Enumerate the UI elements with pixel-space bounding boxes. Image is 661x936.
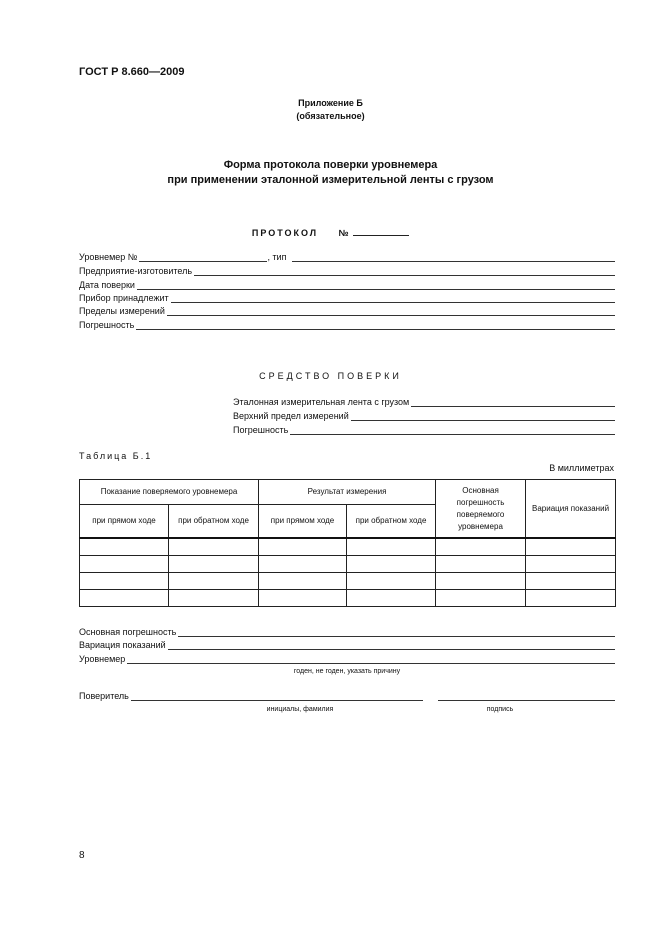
date-row	[79, 279, 615, 290]
table-row	[80, 538, 616, 556]
signature-row	[438, 690, 615, 701]
table-cell[interactable]	[347, 573, 436, 590]
basic-error-row	[79, 626, 615, 637]
reference-tape-label: Эталонная измерительная лента с грузом	[233, 397, 410, 407]
header-variation: Вариация показаний	[526, 480, 616, 539]
table-cell[interactable]	[169, 556, 259, 573]
table-cell[interactable]	[80, 573, 169, 590]
error-row	[79, 319, 615, 330]
owner-field[interactable]	[171, 294, 615, 303]
manufacturer-field[interactable]	[194, 267, 615, 276]
verification-table	[79, 479, 616, 607]
verdict-field[interactable]	[127, 655, 615, 664]
manufacturer-label: Предприятие-изготовитель	[79, 266, 193, 276]
level-gauge-label: Уровнемер №	[79, 252, 138, 262]
type-label: , тип	[267, 252, 287, 262]
level-gauge-row	[79, 251, 615, 262]
table-cell[interactable]	[259, 538, 347, 556]
measurement-limits-label: Пределы измерений	[79, 306, 165, 316]
document-code: ГОСТ Р 8.660—2009	[79, 66, 185, 78]
variation-row	[79, 639, 615, 650]
error-field[interactable]	[136, 321, 615, 330]
verifier-name-field[interactable]	[131, 692, 423, 701]
table-caption: Таблица Б.1	[79, 451, 153, 461]
type-field[interactable]	[292, 253, 615, 262]
protocol-number-label: №	[338, 228, 349, 238]
form-title-line-1: Форма протокола поверки уровнемера	[223, 159, 438, 171]
means-error-label: Погрешность	[233, 425, 289, 435]
upper-limit-label: Верхний предел измерений	[233, 411, 349, 421]
header-measurement-result: Результат измерения	[259, 480, 436, 505]
level-gauge-number-field[interactable]	[139, 253, 267, 262]
table-cell[interactable]	[436, 538, 526, 556]
verification-means-title: СРЕДСТВО ПОВЕРКИ	[259, 371, 402, 381]
subheader-direct-2: при прямом ходе	[259, 505, 347, 539]
table-cell[interactable]	[347, 556, 436, 573]
verdict-label: Уровнемер	[79, 654, 126, 664]
table-cell[interactable]	[80, 590, 169, 607]
header-gauge-reading: Показание поверяемого уровнемера	[80, 480, 259, 505]
owner-row	[79, 292, 615, 303]
basic-error-field[interactable]	[178, 628, 615, 637]
table-cell[interactable]	[259, 573, 347, 590]
page-number: 8	[79, 850, 85, 861]
subheader-reverse-2: при обратном ходе	[347, 505, 436, 539]
table-cell[interactable]	[526, 556, 616, 573]
subheader-reverse-1: при обратном ходе	[169, 505, 259, 539]
form-title	[0, 158, 661, 188]
tape-row	[233, 396, 615, 407]
table-row	[80, 590, 616, 607]
table-cell[interactable]	[80, 538, 169, 556]
table-row	[80, 573, 616, 590]
table-cell[interactable]	[347, 590, 436, 607]
table-cell[interactable]	[80, 556, 169, 573]
means-error-field[interactable]	[290, 426, 615, 435]
appendix-status: (обязательное)	[296, 111, 365, 121]
table-cell[interactable]	[169, 573, 259, 590]
protocol-number-field[interactable]	[353, 226, 409, 236]
table-units: В миллиметрах	[549, 463, 614, 473]
table-cell[interactable]	[436, 556, 526, 573]
manufacturer-row	[79, 265, 615, 276]
verifier-row	[79, 690, 423, 701]
appendix-label: Приложение Б	[298, 98, 363, 108]
verdict-row	[79, 653, 615, 664]
signature-field[interactable]	[438, 692, 615, 701]
verification-date-field[interactable]	[137, 281, 615, 290]
signature-note: подпись	[486, 706, 514, 713]
header-basic-error: Основная погрешность поверяемого уровнемера	[436, 480, 526, 539]
subheader-direct-1: при прямом ходе	[80, 505, 169, 539]
limits-row	[79, 305, 615, 316]
table-cell[interactable]	[347, 538, 436, 556]
protocol-label: ПРОТОКОЛ	[251, 228, 319, 238]
table-cell[interactable]	[436, 590, 526, 607]
reference-tape-field[interactable]	[411, 398, 615, 407]
table-cell[interactable]	[259, 556, 347, 573]
protocol-heading	[0, 226, 661, 238]
table-cell[interactable]	[526, 590, 616, 607]
table-cell[interactable]	[526, 538, 616, 556]
measurement-limits-field[interactable]	[167, 307, 615, 316]
table-row	[80, 556, 616, 573]
table-cell[interactable]	[169, 590, 259, 607]
error-label: Погрешность	[79, 320, 135, 330]
table-cell[interactable]	[259, 590, 347, 607]
means-error-row	[233, 424, 615, 435]
verdict-note: годен, не годен, указать причину	[293, 668, 401, 675]
table-cell[interactable]	[436, 573, 526, 590]
verifier-label: Поверитель	[79, 691, 129, 701]
verification-date-label: Дата поверки	[79, 280, 135, 290]
appendix-heading	[0, 97, 661, 123]
owner-label: Прибор принадлежит	[79, 293, 169, 303]
table-cell[interactable]	[526, 573, 616, 590]
variation-label: Вариация показаний	[79, 640, 166, 650]
basic-error-label: Основная погрешность	[79, 627, 177, 637]
upper-limit-field[interactable]	[351, 412, 615, 421]
variation-field[interactable]	[168, 641, 615, 650]
upper-limit-row	[233, 410, 615, 421]
table-cell[interactable]	[169, 538, 259, 556]
form-title-line-2: при применении эталонной измерительной ленты с грузом	[167, 174, 494, 186]
table-header-row	[80, 480, 616, 505]
initials-note: инициалы, фамилия	[266, 706, 334, 713]
